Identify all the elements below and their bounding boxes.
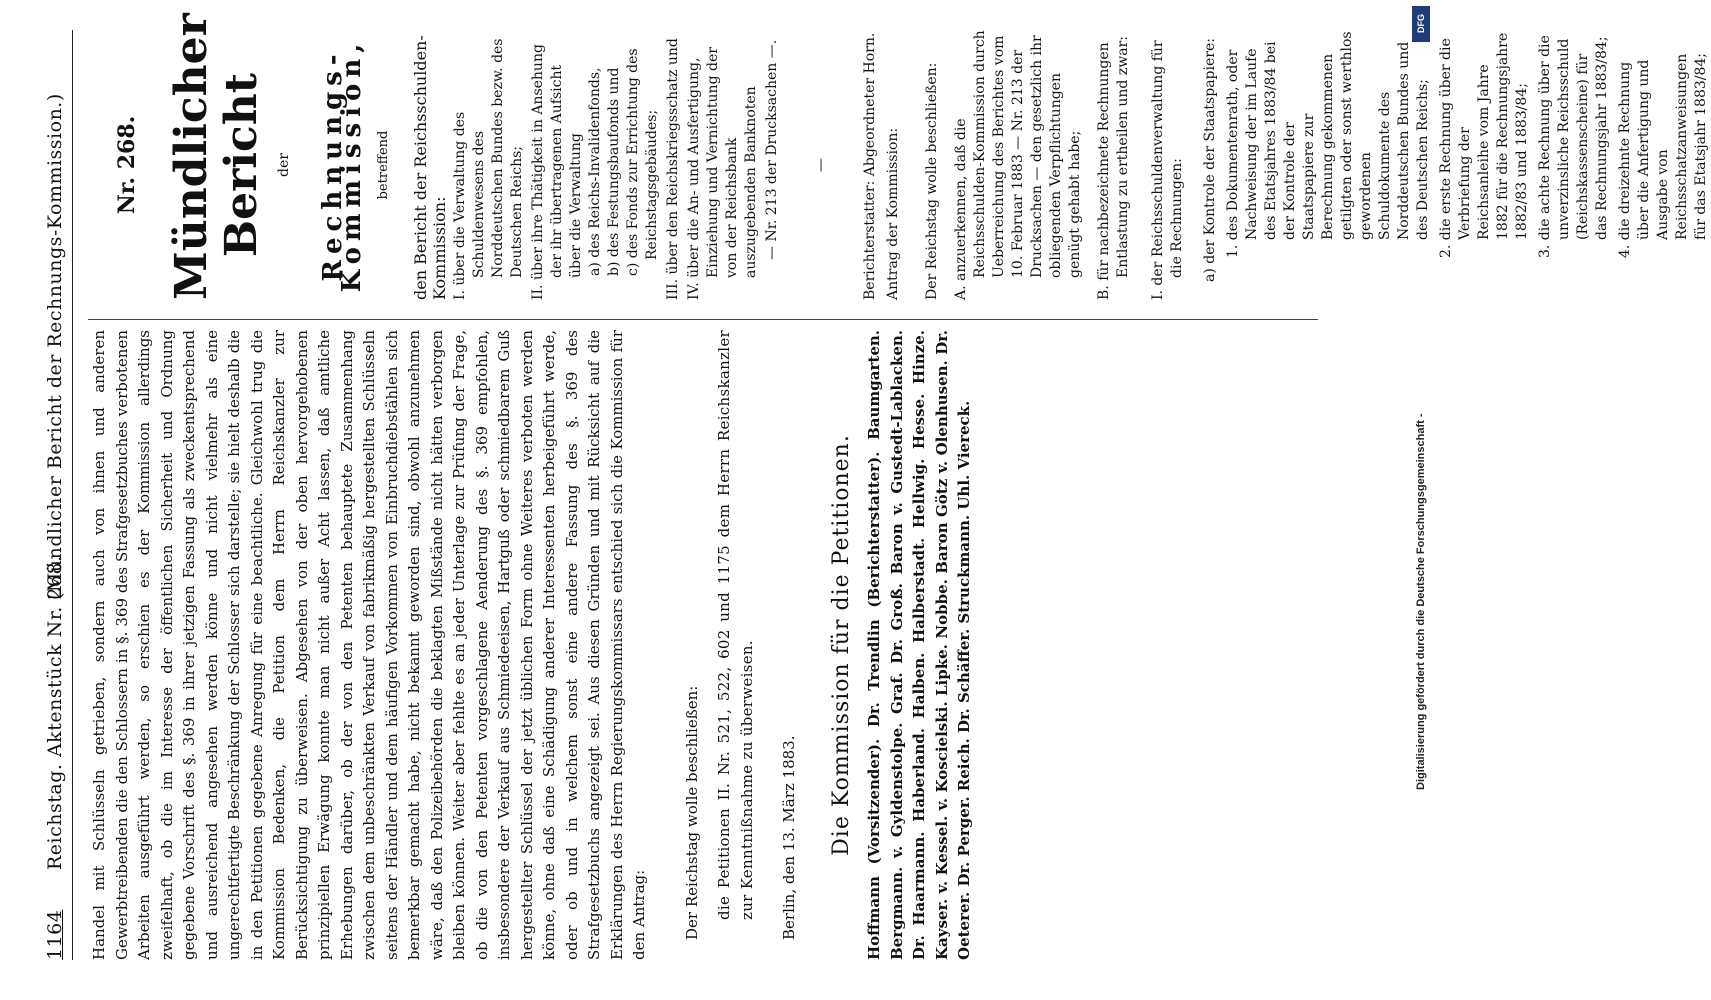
account-item-1: 1. des Dokumentenrath, oder Nachweisung der im Laufe des Etatsjahres 1883/84 bei der Kontrole der Staatspapiere zur Berechnung gekommenen getilgten oder sonst werthlos gewordenen Schuldokumente des Norddeutschen Bundes und des Deutschen Reichs; bbox=[1225, 31, 1431, 258]
column-divider bbox=[88, 319, 1318, 320]
motion-heading: Antrag der Kommission: bbox=[885, 127, 901, 300]
dfg-logo: DFG bbox=[1412, 6, 1430, 42]
header-right-text: (Mündlicher Bericht der Rechnungs-Kommission.) bbox=[44, 93, 66, 600]
attribution-text: Digitalisierung gefördert durch die Deutsche Forschungsgemeinschaft - bbox=[1415, 413, 1427, 790]
header-left-text: Reichstag. Aktenstück Nr. 268. bbox=[44, 555, 66, 870]
member-list: Hoffmann (Vorsitzender). Dr. Trendlin (Berichterstatter). Baumgarten. Bergmann. v. Gyldenstolpe. Graf. Dr. Groß. Baron v. Gustedt-Lablacken. Dr. Haarmann. Haberland. Halben. Halberstadt. Hellwig. Hesse. Hinze. Kayser. v. Kessel. v. Koscielski. Lipke. Nobbe. Baron Götz v. Olenhusen. Dr. Oeterer. Dr. Perger. Reich. Dr. Schäffer. Struckmann. Uhl. Viereck. bbox=[865, 330, 973, 960]
document-title: Mündlicher Bericht bbox=[166, 13, 267, 300]
drucksachen-ref: — Nr. 213 der Drucksachen —. bbox=[764, 39, 780, 260]
account-item-3: 3. die achte Rechnung über die unverzinsliche Reichsschuld (Reichskassenscheine) für das Rechnungsjahr 1883/84; bbox=[1537, 35, 1610, 258]
resolve-body: die Petitionen II. Nr. 521, 522, 602 und 1175 dem Herrn Reichskanzler zur Kenntnißnahme zu überweisen. bbox=[715, 330, 756, 920]
motion-para-a: A. anzuerkennen, daß die Reichsschulden-Kommission durch Ueberreichung des Berichtes vom 10. Februar 1883 — Nr. 213 der Drucksachen — den gesetzlich ihr obliegenden Verpflichtungen genügt gehabt habe; bbox=[953, 30, 1083, 300]
attribution-strip bbox=[1410, 0, 1432, 1000]
subject-item-iv: IV. über die An- und Ausfertigung, Einziehung und Vernichtung der von der Reichsbank auszugebenden Banknoten bbox=[686, 47, 759, 300]
commission-title: Die Kommission für die Petitionen. bbox=[828, 434, 854, 856]
separator-dash: — bbox=[813, 158, 829, 172]
resolve-intro: Der Reichstag wolle beschließen: bbox=[682, 685, 701, 940]
staatspapiere-heading: a) der Kontrole der Staatspapiere: bbox=[1202, 38, 1218, 282]
page-number: 1164 bbox=[44, 909, 66, 960]
motion-para-b: B. für nachbezeichnete Rechnungen Entlastung zu ertheilen und zwar: bbox=[1096, 36, 1131, 300]
running-header bbox=[44, 30, 70, 960]
account-item-2: 2. die erste Rechnung über die Verbriefung der Reichsanleihe vom Jahre 1882 für die Rechnungsjahre 1882/83 und 1883/84; bbox=[1438, 32, 1530, 258]
title-der: der bbox=[276, 153, 292, 177]
subject-sub-a: a) des Reichs-Invalidenfonds, bbox=[587, 67, 603, 276]
header-rule bbox=[72, 30, 73, 960]
subject-item-iii: III. über den Reichskriegsschatz und bbox=[665, 38, 681, 300]
betreffend: betreffend bbox=[376, 130, 391, 200]
subject-sub-c: c) des Fonds zur Errichtung des Reichstagsgebäudes; bbox=[625, 48, 660, 276]
rapporteur: Berichterstatter: Abgeordneter Horn. bbox=[862, 32, 878, 300]
account-item-4: 4. die dreizehnte Rechnung über die Anfertigung und Ausgabe von Reichsschatzanweisungen für das Etatsjahr 1883/84; bbox=[1617, 52, 1709, 258]
left-column bbox=[88, 330, 976, 960]
section-i: I. der Reichsschuldenverwaltung für die Rechnungen: bbox=[1150, 40, 1185, 300]
reichstag-resolve: Der Reichstag wolle beschließen: bbox=[924, 62, 940, 300]
commission-name: Rechnungs-Kommission, bbox=[318, 37, 367, 293]
subject-item-i: I. über die Verwaltung des Schuldenwesens des Norddeutschen Bundes bezw. des Deutschen Reichs; bbox=[452, 38, 525, 300]
date-line: Berlin, den 13. März 1883. bbox=[780, 735, 798, 940]
subject-item-ii: II. über ihre Thätigkeit in Ansehung der ihr übertragenen Aufsicht über die Verwaltung bbox=[530, 44, 584, 300]
document-number: Nr. 268. bbox=[114, 115, 140, 215]
subject-sub-b: b) des Festungsbaufonds und bbox=[606, 67, 622, 276]
body-paragraph: Handel mit Schlüsseln getrieben, sondern auch von ihnen und anderen Gewerbtreibenden die den Schlossern in §. 369 des Strafgesetzbuches verbotenen Arbeiten ausgeführt werden, so erschien es der Kommission allerdings zweifelhaft, ob die im Interesse der öffentlichen Sicherheit und Ordnung gegebene Vorschrift des §. 369 in ihrer jetzigen Fassung als zweckentsprechend und ausreichend angesehen werden könne und nicht vielmehr als eine ungerechtfertigte Beschränkung der Schlosser sich darstelle; sie hielt deshalb die in den Petitionen gegebene Anregung für eine beachtliche. Gleichwohl trug die Kommission Bedenken, die Petition dem Herrn Reichskanzler zur Berücksichtigung zu überweisen. Abgesehen von der oben hervorgehobenen prinzipiellen Erwägung konnte man nicht außer Acht lassen, daß amtliche Erhebungen darüber, ob der von den Petenten behauptete Zusammenhang zwischen dem unbeschränkten Verkauf von fabrikmäßig hergestellten Schlüsseln seitens der Händler und dem häufigen Vorkommen von Einbruchdiebstählen sich bemerkbar gemacht habe, nicht bekannt geworden sind, obwohl anzunehmen wäre, daß den Polizeibehörden die beklagten Mißstände nicht hätten verborgen bleiben können. Weiter aber fehlte es an jeder Unterlage zur Prüfung der Frage, ob die von den Petenten vorgeschlagene Aenderung des §. 369 empfohlen, insbesondere der Verkauf aus Schmiedeeisen, Hartguß oder schmiedbarem Guß hergestellter Schlüssel der jetzt üblichen Form ohne Weiteres verboten werden könne, ohne daß eine Schädigung anderer Interessenten herbeigeführt werde, oder ob und in welchem sonst eine andere Fassung des §. 369 des Strafgesetzbuchs angezeigt sei. Aus diesen Gründen und mit Rücksicht auf die Erklärungen des Herrn Regierungskommissars entschied sich die Kommission für den Antrag: bbox=[90, 330, 648, 960]
subject-heading: den Bericht der Reichsschulden-Kommission: bbox=[411, 35, 449, 300]
